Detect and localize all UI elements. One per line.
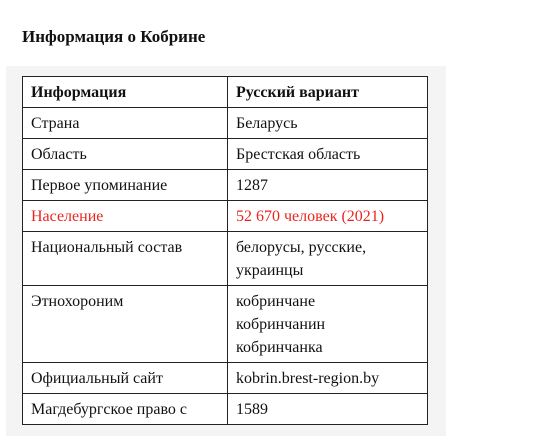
row-label: Этнохороним — [23, 286, 228, 363]
row-value: 1589 — [228, 394, 428, 425]
table-row-demonym — [23, 286, 428, 363]
row-label: Национальный состав — [23, 232, 228, 286]
page-title: Информация о Кобрине — [22, 27, 206, 46]
table-row-region — [23, 139, 428, 170]
row-value: кобринчане кобринчанин кобринчанка — [228, 286, 428, 363]
table-row-population — [23, 201, 428, 232]
row-value: 1287 — [228, 170, 428, 201]
row-value: kobrin.brest-region.by — [228, 363, 428, 394]
table-row-first-mention — [23, 170, 428, 201]
column-header-info: Информация — [23, 77, 228, 108]
row-value: белорусы, русские, украинцы — [228, 232, 428, 286]
table-row-official-site — [23, 363, 428, 394]
row-label: Первое упоминание — [23, 170, 228, 201]
table-row-ethnic-composition — [23, 232, 428, 286]
row-label: Население — [23, 201, 228, 232]
row-label: Область — [23, 139, 228, 170]
row-label: Страна — [23, 108, 228, 139]
row-value: 52 670 человек (2021) — [228, 201, 428, 232]
row-value: Брестская область — [228, 139, 428, 170]
table-row-magdeburg-rights — [23, 394, 428, 425]
row-label: Официальный сайт — [23, 363, 228, 394]
info-table — [22, 76, 428, 425]
column-header-russian: Русский вариант — [228, 77, 428, 108]
row-value: Беларусь — [228, 108, 428, 139]
row-label: Магдебургское право с — [23, 394, 228, 425]
table-header-row — [23, 77, 428, 108]
table-row-country — [23, 108, 428, 139]
